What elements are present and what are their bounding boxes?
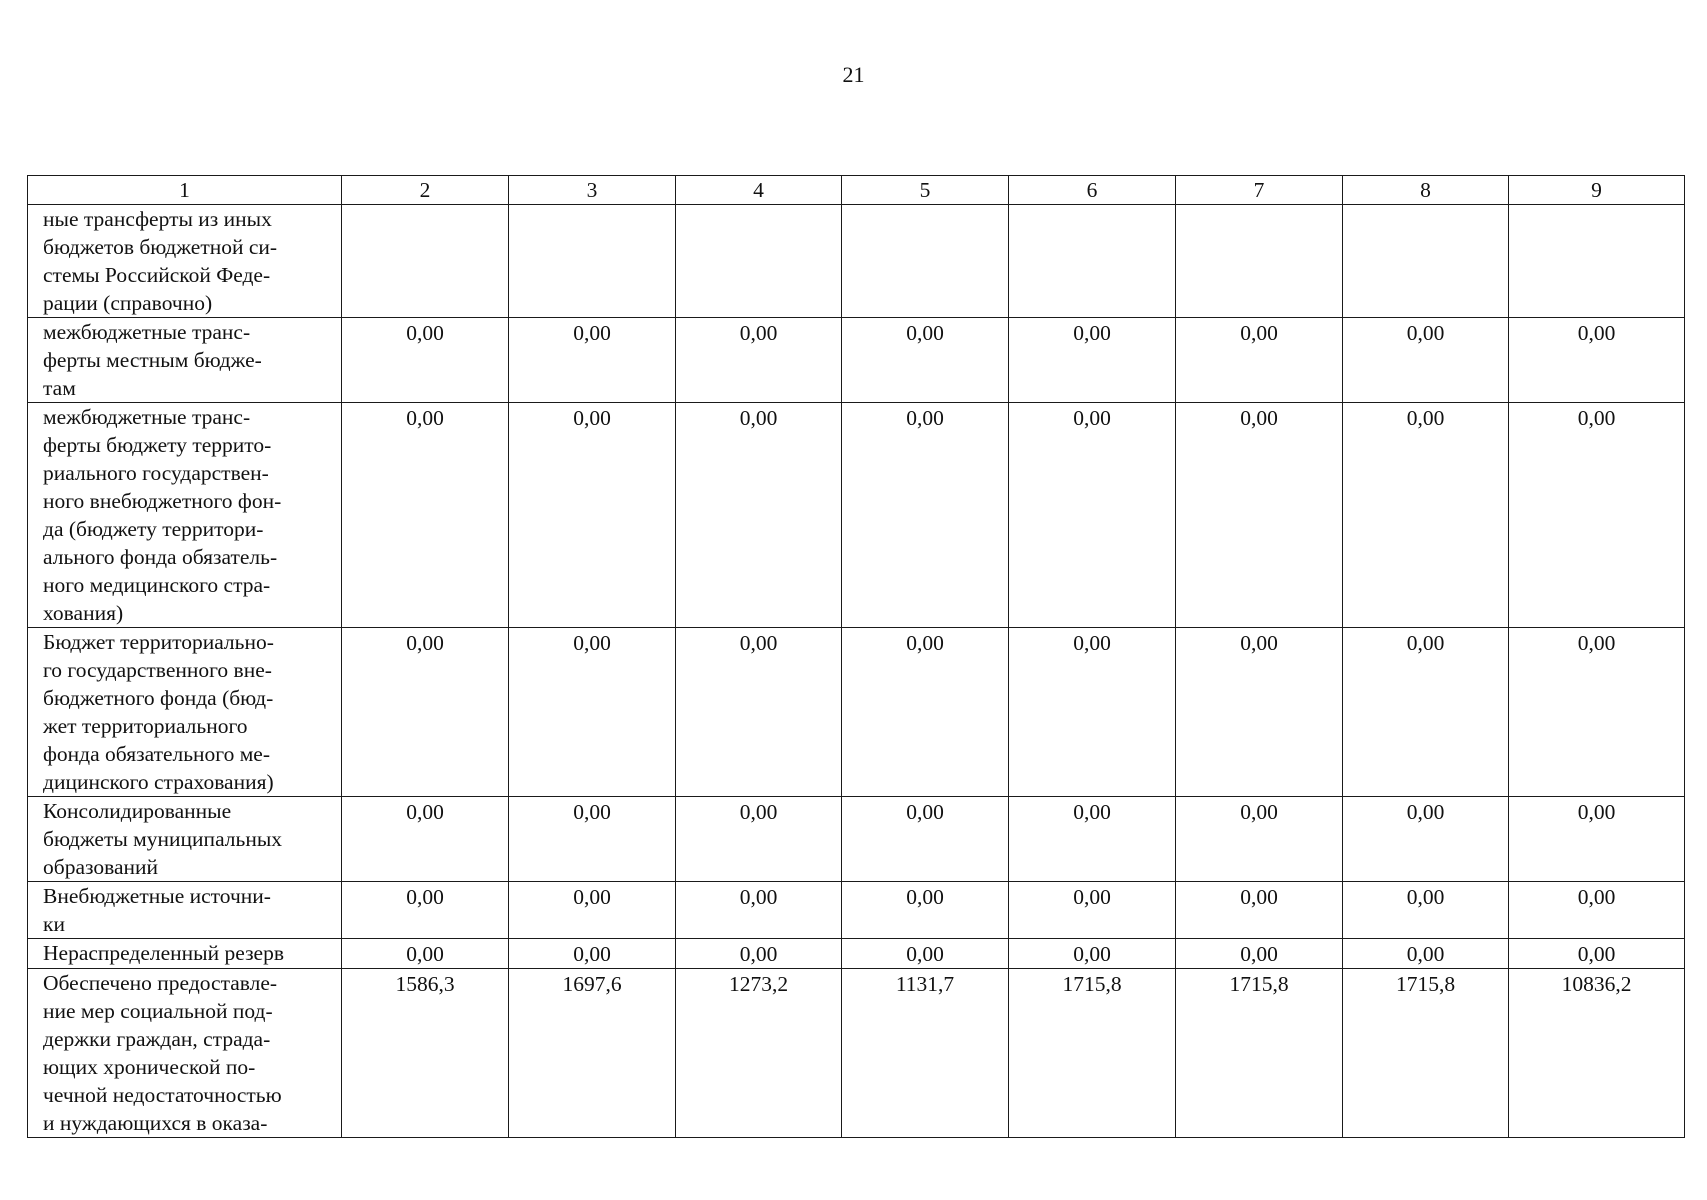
value-cell-col-8	[1343, 205, 1509, 318]
value-cell-col-9: 0,00	[1509, 628, 1685, 797]
row-label-line: ферты бюджету террито-	[43, 433, 272, 457]
value-cell-col-8: 0,00	[1343, 797, 1509, 882]
value-cell-col-3: 0,00	[509, 403, 676, 628]
table-row	[28, 403, 1685, 628]
value-cell-col-4: 0,00	[676, 797, 842, 882]
value-cell-col-2	[342, 205, 509, 318]
value-cell-col-7	[1176, 205, 1343, 318]
value-cell-col-3	[509, 205, 676, 318]
value-cell-col-9: 0,00	[1509, 882, 1685, 939]
value-cell-col-5: 1131,7	[842, 969, 1009, 1138]
value-cell-col-5: 0,00	[842, 318, 1009, 403]
value-cell-col-7: 0,00	[1176, 882, 1343, 939]
column-header-9: 9	[1509, 176, 1685, 205]
value-cell-col-3: 0,00	[509, 882, 676, 939]
row-label-line: ного медицинского стра-	[43, 573, 271, 597]
row-label	[28, 969, 342, 1138]
value-cell-col-9: 10836,2	[1509, 969, 1685, 1138]
row-label-line: риального государствен-	[43, 461, 269, 485]
row-label-line: да (бюджету территори-	[43, 517, 264, 541]
row-label-line: чечной недостаточностью	[43, 1083, 282, 1107]
value-cell-col-5: 0,00	[842, 797, 1009, 882]
column-header-4: 4	[676, 176, 842, 205]
value-cell-col-7: 1715,8	[1176, 969, 1343, 1138]
row-label-line: там	[43, 376, 76, 400]
value-cell-col-6: 0,00	[1009, 939, 1176, 969]
table-row	[28, 318, 1685, 403]
value-cell-col-5: 0,00	[842, 882, 1009, 939]
page-number: 21	[842, 62, 865, 87]
row-label-line: образований	[43, 855, 159, 879]
value-cell-col-2: 0,00	[342, 628, 509, 797]
value-cell-col-4: 0,00	[676, 939, 842, 969]
value-cell-col-6	[1009, 205, 1176, 318]
value-cell-col-8: 0,00	[1343, 939, 1509, 969]
row-label-line: ные трансферты из иных	[43, 207, 272, 231]
value-cell-col-3: 0,00	[509, 318, 676, 403]
row-label-line: бюджетов бюджетной си-	[43, 235, 278, 259]
value-cell-col-4: 1273,2	[676, 969, 842, 1138]
value-cell-col-6: 0,00	[1009, 882, 1176, 939]
table-row	[28, 205, 1685, 318]
column-header-1: 1	[28, 176, 342, 205]
row-label-line: бюджеты муниципальных	[43, 827, 283, 851]
header-row	[28, 176, 1685, 205]
table-row	[28, 882, 1685, 939]
row-label-line: межбюджетные транс-	[43, 320, 251, 344]
row-label-line: Нераспределенный резерв	[43, 941, 285, 965]
value-cell-col-2: 0,00	[342, 797, 509, 882]
value-cell-col-3: 0,00	[509, 939, 676, 969]
column-header-5: 5	[842, 176, 1009, 205]
value-cell-col-6: 0,00	[1009, 318, 1176, 403]
value-cell-col-6: 0,00	[1009, 628, 1176, 797]
column-header-7: 7	[1176, 176, 1343, 205]
value-cell-col-2: 0,00	[342, 939, 509, 969]
row-label-line: стемы Российской Феде-	[43, 263, 271, 287]
value-cell-col-3: 0,00	[509, 628, 676, 797]
row-label-line: дицинского страхования)	[43, 770, 274, 794]
table-row	[28, 969, 1685, 1138]
value-cell-col-4: 0,00	[676, 628, 842, 797]
row-label-line: Обеспечено предоставле-	[43, 971, 278, 995]
value-cell-col-5: 0,00	[842, 628, 1009, 797]
row-label	[28, 628, 342, 797]
value-cell-col-3: 0,00	[509, 797, 676, 882]
value-cell-col-5	[842, 205, 1009, 318]
row-label-line: фонда обязательного ме-	[43, 742, 271, 766]
value-cell-col-7: 0,00	[1176, 797, 1343, 882]
row-label-line: Бюджет территориально-	[43, 630, 274, 654]
value-cell-col-2: 0,00	[342, 882, 509, 939]
value-cell-col-6: 0,00	[1009, 797, 1176, 882]
value-cell-col-8: 0,00	[1343, 318, 1509, 403]
value-cell-col-9	[1509, 205, 1685, 318]
table-row	[28, 797, 1685, 882]
value-cell-col-6: 1715,8	[1009, 969, 1176, 1138]
row-label-line: Консолидированные	[43, 799, 232, 823]
row-label-line: ки	[43, 912, 65, 936]
row-label-line: ферты местным бюдже-	[43, 348, 262, 372]
row-label-line: бюджетного фонда (бюд-	[43, 686, 274, 710]
value-cell-col-4: 0,00	[676, 403, 842, 628]
value-cell-col-5: 0,00	[842, 403, 1009, 628]
row-label	[28, 882, 342, 939]
value-cell-col-7: 0,00	[1176, 628, 1343, 797]
column-header-6: 6	[1009, 176, 1176, 205]
row-label-line: хования)	[43, 601, 124, 625]
row-label-line: держки граждан, страда-	[43, 1027, 271, 1051]
value-cell-col-2: 1586,3	[342, 969, 509, 1138]
value-cell-col-9: 0,00	[1509, 939, 1685, 969]
row-label	[28, 797, 342, 882]
column-header-3: 3	[509, 176, 676, 205]
value-cell-col-2: 0,00	[342, 318, 509, 403]
value-cell-col-6: 0,00	[1009, 403, 1176, 628]
row-label-line: ние мер социальной под-	[43, 999, 273, 1023]
table-row	[28, 939, 1685, 969]
value-cell-col-9: 0,00	[1509, 797, 1685, 882]
row-label-line: ющих хронической по-	[43, 1055, 256, 1079]
value-cell-col-8: 1715,8	[1343, 969, 1509, 1138]
value-cell-col-8: 0,00	[1343, 628, 1509, 797]
value-cell-col-4	[676, 205, 842, 318]
row-label	[28, 939, 342, 969]
value-cell-col-5: 0,00	[842, 939, 1009, 969]
row-label	[28, 205, 342, 318]
row-label-line: межбюджетные транс-	[43, 405, 251, 429]
value-cell-col-4: 0,00	[676, 318, 842, 403]
column-header-2: 2	[342, 176, 509, 205]
row-label-line: Внебюджетные источни-	[43, 884, 271, 908]
table-body	[28, 205, 1685, 1138]
row-label-line: и нуждающихся в оказа-	[43, 1111, 268, 1135]
value-cell-col-9: 0,00	[1509, 403, 1685, 628]
value-cell-col-3: 1697,6	[509, 969, 676, 1138]
row-label-line: рации (справочно)	[43, 291, 213, 315]
table-row	[28, 628, 1685, 797]
value-cell-col-4: 0,00	[676, 882, 842, 939]
row-label-line: ного внебюджетного фон-	[43, 489, 282, 513]
value-cell-col-7: 0,00	[1176, 403, 1343, 628]
row-label-line: ального фонда обязатель-	[43, 545, 278, 569]
value-cell-col-7: 0,00	[1176, 318, 1343, 403]
row-label-line: жет территориального	[43, 714, 248, 738]
value-cell-col-9: 0,00	[1509, 318, 1685, 403]
column-header-8: 8	[1343, 176, 1509, 205]
value-cell-col-7: 0,00	[1176, 939, 1343, 969]
budget-table	[27, 175, 1685, 1138]
row-label-line: го государственного вне-	[43, 658, 272, 682]
row-label	[28, 318, 342, 403]
row-label	[28, 403, 342, 628]
value-cell-col-2: 0,00	[342, 403, 509, 628]
value-cell-col-8: 0,00	[1343, 882, 1509, 939]
value-cell-col-8: 0,00	[1343, 403, 1509, 628]
